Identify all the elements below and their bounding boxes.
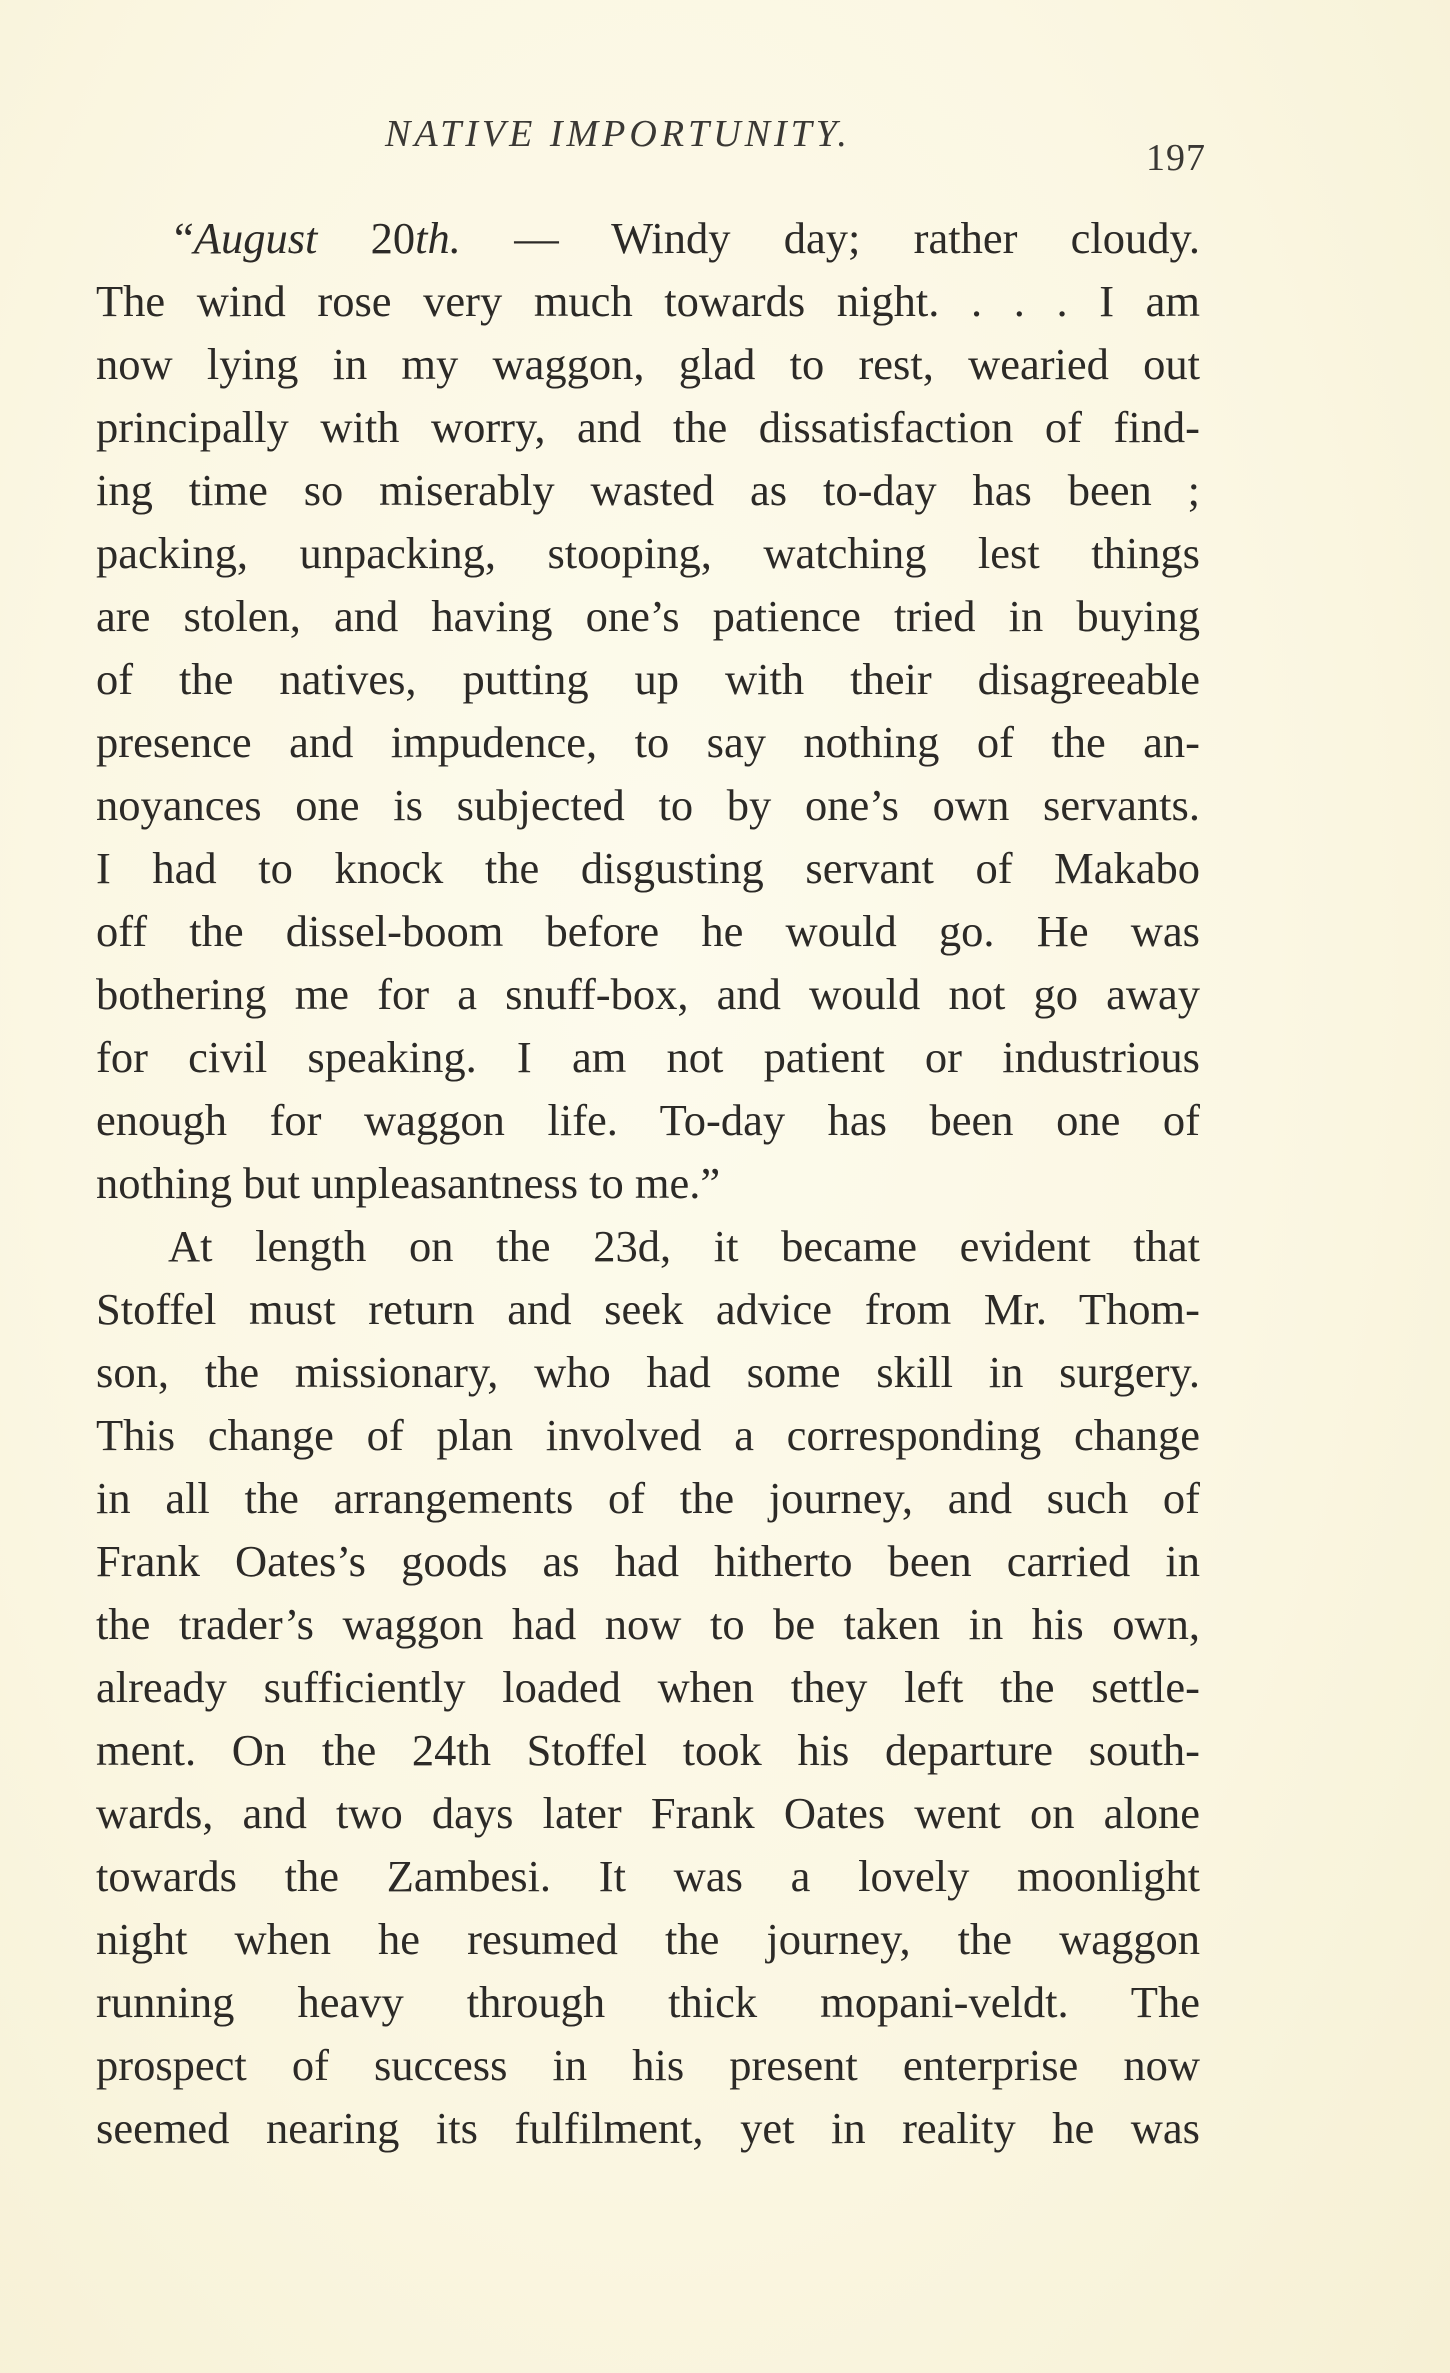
open-quote: “ [174, 213, 194, 263]
body-text [96, 207, 1200, 2160]
text-line: Stoffel must return and seek advice from Mr. Thom- [96, 1284, 1200, 1334]
text-line: now lying in my waggon, glad to rest, wearied out [96, 339, 1200, 389]
text-line: ment. On the 24th Stoffel took his departure south- [96, 1725, 1200, 1775]
text-line: the trader’s waggon had now to be taken in his own, [96, 1599, 1200, 1649]
text-line: bothering me for a snuff-box, and would not go away [96, 969, 1200, 1019]
date-day-number: 20 [370, 213, 416, 263]
text-line: for civil speaking. I am not patient or industrious [96, 1032, 1200, 1082]
text-line: This change of plan involved a corresponding change [96, 1410, 1200, 1460]
text-line: night when he resumed the journey, the waggon [96, 1914, 1200, 1964]
running-head: NATIVE IMPORTUNITY. [385, 113, 851, 155]
text-line: wards, and two days later Frank Oates went on alone [96, 1788, 1200, 1838]
text-line: packing, unpacking, stooping, watching lest things [96, 528, 1200, 578]
text-line: principally with worry, and the dissatisfaction of find- [96, 402, 1200, 452]
text-line: seemed nearing its fulfilment, yet in reality he was [96, 2103, 1200, 2153]
text-line: of the natives, putting up with their disagreeable [96, 654, 1200, 704]
page-number: 197 [1146, 137, 1206, 179]
text-line: I had to knock the disgusting servant of Makabo [96, 843, 1200, 893]
text-line [96, 207, 1200, 270]
text-line: in all the arrangements of the journey, and such of [96, 1473, 1200, 1523]
text-line: At length on the 23d, it became evident that [168, 1221, 1200, 1271]
text-line: are stolen, and having one’s patience tried in buying [96, 591, 1200, 641]
date-day-suffix: th. [415, 213, 461, 263]
text-line: enough for waggon life. To-day has been one of [96, 1095, 1200, 1145]
text-line: The wind rose very much towards night. . . . I am [96, 276, 1200, 326]
text-line: prospect of success in his present enterprise now [96, 2040, 1200, 2090]
text-line: nothing but unpleasantness to me.” [96, 1158, 721, 1208]
text-line: son, the missionary, who had some skill in surgery. [96, 1347, 1200, 1397]
entry-text: — Windy day; rather cloudy. [460, 213, 1201, 263]
date-month: August [193, 213, 318, 263]
text-line: off the dissel-boom before he would go. He was [96, 906, 1200, 956]
text-line: ing time so miserably wasted as to-day has been ; [96, 465, 1200, 515]
text-line: presence and impudence, to say nothing of the an- [96, 717, 1200, 767]
text-line: noyances one is subjected to by one’s own servants. [96, 780, 1200, 830]
text-line: Frank Oates’s goods as had hitherto been carried in [96, 1536, 1200, 1586]
text-line: towards the Zambesi. It was a lovely moonlight [96, 1851, 1200, 1901]
text-line: already sufficiently loaded when they left the settle- [96, 1662, 1200, 1712]
text-line: running heavy through thick mopani-veldt. The [96, 1977, 1200, 2027]
